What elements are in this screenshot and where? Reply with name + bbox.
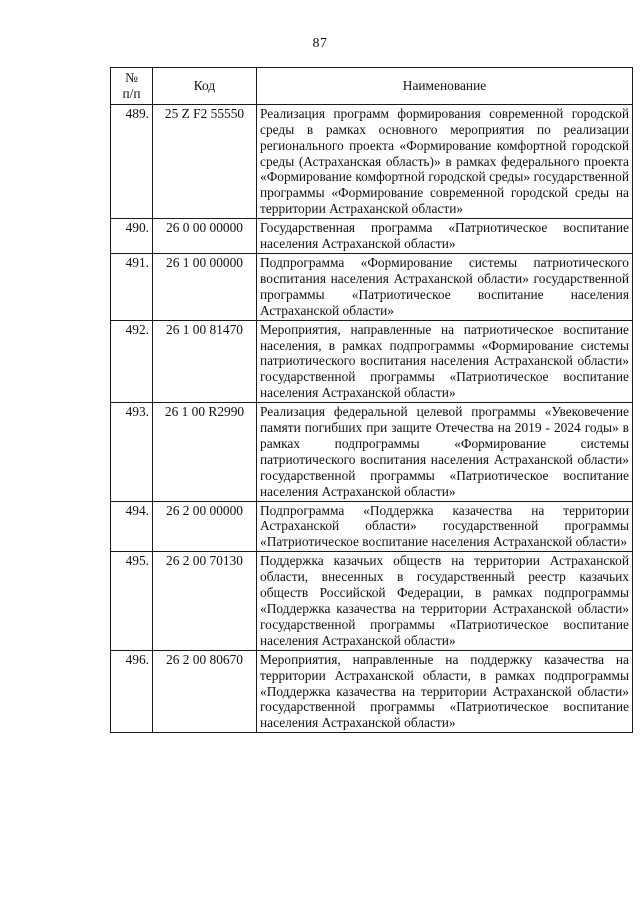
row-number: 494. <box>111 501 153 552</box>
row-number: 495. <box>111 552 153 650</box>
table-row <box>111 403 633 501</box>
row-code: 25 Z F2 55550 <box>153 104 257 218</box>
row-code: 26 1 00 R2990 <box>153 403 257 501</box>
row-number: 491. <box>111 253 153 320</box>
header-number <box>111 68 153 105</box>
row-code: 26 0 00 00000 <box>153 219 257 254</box>
row-code: 26 2 00 70130 <box>153 552 257 650</box>
row-name: Мероприятия, направленные на поддержку казачества на территории Астраханской области, в рамках подпрограммы «Поддержка казачества на территории Астраханской области» государственной программы «Патриотическое воспитание населения Астраханской области» <box>257 650 633 733</box>
row-code: 26 1 00 00000 <box>153 253 257 320</box>
row-name: Мероприятия, направленные на патриотическое воспитание населения, в рамках подпрограммы «Формирование системы патриотического воспитания населения Астраханской области» государственной программы «Патриотическое воспитание населения Астраханской области» <box>257 320 633 403</box>
row-name: Поддержка казачьих обществ на территории Астраханской области, внесенных в государственный реестр казачьих обществ Российской Федерации, в рамках подпрограммы «Поддержка казачества на территории Астраханской области» государственной программы «Патриотическое воспитание населения Астраханской области» <box>257 552 633 650</box>
table-row <box>111 253 633 320</box>
row-name: Реализация федеральной целевой программы «Увековечение памяти погибших при защите Отечества на 2019 - 2024 годы» в рамках подпрограммы «Формирование системы патриотического воспитания населения Астраханской области» государственной программы «Патриотическое воспитание населения Астраханской области» <box>257 403 633 501</box>
row-number: 496. <box>111 650 153 733</box>
table-row <box>111 219 633 254</box>
row-code: 26 2 00 00000 <box>153 501 257 552</box>
header-number-abbr: п/п <box>122 85 141 101</box>
row-number: 492. <box>111 320 153 403</box>
row-number: 489. <box>111 104 153 218</box>
row-code: 26 1 00 81470 <box>153 320 257 403</box>
table-row <box>111 104 633 218</box>
table-header-row <box>111 68 633 105</box>
header-name: Наименование <box>257 68 633 105</box>
table-row <box>111 552 633 650</box>
table-row <box>111 501 633 552</box>
page-number: 87 <box>312 36 328 51</box>
header-code: Код <box>153 68 257 105</box>
table-row <box>111 650 633 733</box>
classification-table <box>110 67 633 733</box>
row-name: Реализация программ формирования современной городской среды в рамках основного мероприятия по реализации регионального проекта «Формирование комфортной городской среды (Астраханская область)» в рамках федерального проекта «Формирование комфортной городской среды» государственной программы «Формирование современной городской среды на территории Астраханской области» <box>257 104 633 218</box>
row-name: Подпрограмма «Поддержка казачества на территории Астраханской области» государственной программы «Патриотическое воспитание населения Астраханской области» <box>257 501 633 552</box>
table-row <box>111 320 633 403</box>
row-number: 493. <box>111 403 153 501</box>
row-number: 490. <box>111 219 153 254</box>
header-number-sign: № <box>125 70 138 85</box>
row-name: Государственная программа «Патриотическое воспитание населения Астраханской области» <box>257 219 633 254</box>
row-code: 26 2 00 80670 <box>153 650 257 733</box>
row-name: Подпрограмма «Формирование системы патриотического воспитания населения Астраханской области» государственной программы «Патриотическое воспитание населения Астраханской области» <box>257 253 633 320</box>
